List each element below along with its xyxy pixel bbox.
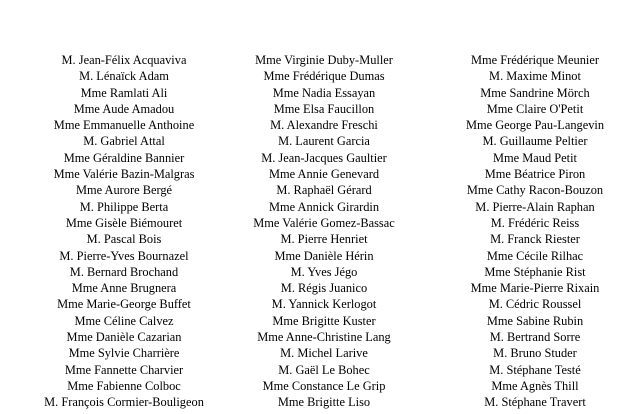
member-name: Mme Annick Girardin <box>268 199 380 214</box>
member-name: M. Yannick Kerlogot <box>271 297 377 312</box>
member-name: M. Alexandre Freschi <box>270 118 378 133</box>
member-column-1 <box>18 52 230 411</box>
member-name: Mme Maud Petit <box>493 150 577 165</box>
member-name: M. Gabriel Attal <box>83 134 165 149</box>
member-name: Mme Géraldine Bannier <box>63 150 185 165</box>
member-name: Mme Cathy Racon-Bouzon <box>466 183 604 198</box>
member-name: M. Stéphane Travert <box>484 395 586 410</box>
member-name: M. Pierre Henriet <box>280 232 368 247</box>
member-name: Mme Anne-Christine Lang <box>257 330 391 345</box>
member-name: M. Régis Juanico <box>280 281 368 296</box>
member-name: M. Guillaume Peltier <box>482 134 588 149</box>
member-name: M. Yves Jégo <box>290 264 358 279</box>
member-name: M. Laurent Garcia <box>278 134 370 149</box>
member-name: Mme Emmanuelle Anthoine <box>53 118 195 133</box>
member-name: Mme Valérie Gomez-Bassac <box>253 215 395 230</box>
member-name: Mme Frédérique Dumas <box>263 69 385 84</box>
member-name: Mme Valérie Bazin-Malgras <box>53 167 195 182</box>
member-name: M. Raphaël Gérard <box>276 183 372 198</box>
member-name: Mme Aude Amadou <box>73 101 175 116</box>
member-name: M. Gaël Le Bohec <box>278 362 370 377</box>
member-name: M. Franck Riester <box>490 232 580 247</box>
member-name: Mme Fabienne Colboc <box>67 378 181 393</box>
member-name: Mme Béatrice Piron <box>484 167 586 182</box>
member-name: Mme Gisèle Biémouret <box>65 215 183 230</box>
member-name: Mme George Pau-Langevin <box>465 118 605 133</box>
member-name: M. Frédéric Reiss <box>490 215 580 230</box>
member-name: Mme Cécile Rilhac <box>486 248 584 263</box>
member-name: Mme Marie-George Buffet <box>57 297 191 312</box>
member-name: M. Jean-Jacques Gaultier <box>261 150 387 165</box>
member-name: Mme Virginie Duby-Muller <box>255 53 393 67</box>
member-name: Mme Sylvie Charrière <box>68 346 180 361</box>
member-name: Mme Ramlati Ali <box>80 85 168 100</box>
member-name: Mme Anne Brugnera <box>71 281 177 296</box>
member-name: Mme Brigitte Kuster <box>272 313 376 328</box>
member-name: M. Stéphane Testé <box>489 362 581 377</box>
member-name: Mme Aurore Bergé <box>75 183 173 198</box>
member-name: M. Lénaïck Adam <box>79 69 169 84</box>
member-name: M. Bertrand Sorre <box>489 330 581 345</box>
member-name: Mme Claire O'Petit <box>486 101 584 116</box>
member-name: Mme Danièle Cazarian <box>66 330 182 345</box>
member-name: M. Bruno Studer <box>493 346 577 361</box>
member-name: M. Pascal Bois <box>86 232 162 247</box>
member-name: M. Maxime Minot <box>489 69 581 84</box>
member-name: Mme Agnès Thill <box>491 378 579 393</box>
member-column-2 <box>218 52 430 411</box>
member-name: Mme Elsa Faucillon <box>273 101 375 116</box>
member-name: Mme Annie Genevard <box>268 167 380 182</box>
member-name: Mme Sabine Rubin <box>486 313 584 328</box>
member-name: M. Jean-Félix Acquaviva <box>61 53 187 67</box>
member-name: M. Michel Larive <box>280 346 368 361</box>
member-name: Mme Brigitte Liso <box>277 395 371 410</box>
member-name: Mme Nadia Essayan <box>272 85 376 100</box>
member-name: Mme Fannette Charvier <box>64 362 184 377</box>
member-name: M. Pierre-Alain Raphan <box>475 199 595 214</box>
member-name: Mme Stéphanie Rist <box>484 264 586 279</box>
member-name: Mme Danièle Hérin <box>274 248 374 263</box>
member-name: M. Cédric Roussel <box>488 297 582 312</box>
member-name: Mme Frédérique Meunier <box>471 53 599 67</box>
member-name: M. François Cormier-Bouligeon <box>44 395 204 410</box>
member-column-3 <box>430 52 640 411</box>
member-name: Mme Marie-Pierre Rixain <box>470 281 600 296</box>
member-name: Mme Sandrine Mörch <box>480 85 590 100</box>
member-name: M. Philippe Berta <box>79 199 169 214</box>
member-name: Mme Céline Calvez <box>74 313 174 328</box>
member-name: M. Bernard Brochand <box>69 264 179 279</box>
member-name: M. Pierre-Yves Bournazel <box>59 248 189 263</box>
member-name: Mme Constance Le Grip <box>262 378 386 393</box>
